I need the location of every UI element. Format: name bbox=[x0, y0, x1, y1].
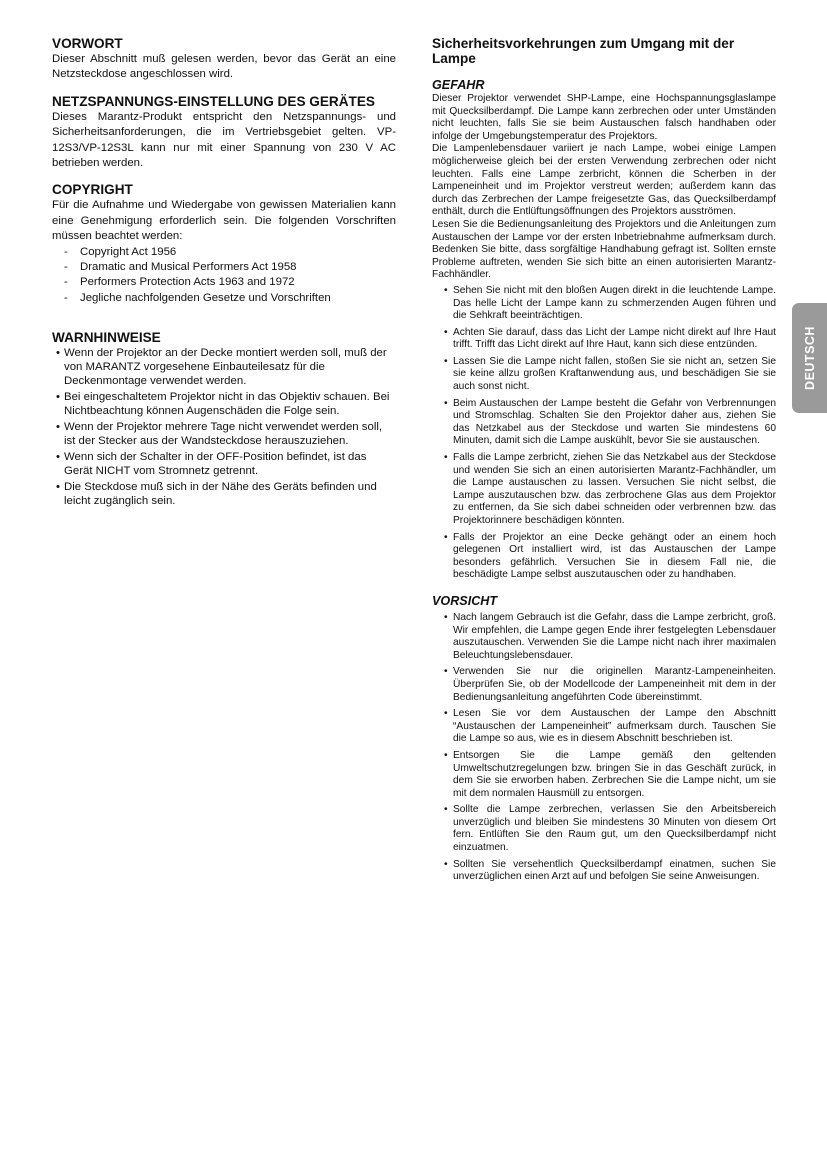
copyright-text: Für die Aufnahme und Wiedergabe von gewissen Materialien kann eine Genehmigung erforderlich sein. Die folgenden Vorschriften müssen beachtet werden: bbox=[52, 199, 396, 243]
list-item: - Dramatic and Musical Performers Act 1958 bbox=[64, 260, 396, 275]
list-item: • Achten Sie darauf, dass das Licht der Lampe nicht direkt auf Ihre Haut trifft. Trifft das Licht direkt auf Ihre Haut, kann sich diese entzünden. bbox=[444, 327, 776, 352]
section-warnhinweise bbox=[52, 330, 396, 508]
list-item: - Jegliche nachfolgenden Gesetze und Vorschriften bbox=[64, 291, 396, 306]
heading-warnhinweise: WARNHINWEISE bbox=[52, 330, 161, 346]
gefahr-paragraph: Die Lampenlebensdauer variiert je nach Lampe, wobei einige Lampen möglicherweise gleich bei der ersten Verwendung zerbrechen oder nicht leuchten. Falls eine Lampe zerbricht, können die Scherben in der Lampeneinheit und im Projektor verstreut werden; außerdem kann das durch das Zerbrechen der Lampe freigesetzte Gas, das Quecksilberdampf enthält, durch die Entlüftungsöffnungen des Projektors ausströmen. bbox=[432, 143, 776, 218]
list-item: • Nach langem Gebrauch ist die Gefahr, dass die Lampe zerbricht, groß. Wir empfehlen, die Lampe gegen Ende ihrer festgelegten Lebensdauer auszutauschen. Verwenden Sie die Lampe nicht nach ihrer maximalen Beleuchtungslebensdauer. bbox=[444, 612, 776, 662]
list-item: • Die Steckdose muß sich in der Nähe des Geräts befinden und leicht zugänglich sein. bbox=[56, 480, 396, 508]
list-item: • Falls die Lampe zerbricht, ziehen Sie das Netzkabel aus der Steckdose und wenden Sie sich an einen autorisierten Marantz-Fachhändler, um die Lampe austauschen zu lassen. Versuchen Sie nicht selbst, die Lampe auszutauschen bzw. das zerbrochene Glas aus dem Projektor zu entfernen, da Sie sich dabei schneiden oder verbrennen bzw. das Projektorinnere beschädigen könnten. bbox=[444, 452, 776, 528]
list-item: • Lesen Sie vor dem Austauschen der Lampe den Abschnitt “Austauschen der Lampeneinheit” aufmerksam durch. Tauschen Sie die Lampe so aus, wie es in diesem Abschnitt beschrieben ist. bbox=[444, 708, 776, 746]
list-item: • Wenn sich der Schalter in der OFF-Position befindet, ist das Gerät NICHT vom Stromnetz getrennt. bbox=[56, 450, 396, 478]
heading-vorwort: VORWORT bbox=[52, 36, 123, 51]
language-tab bbox=[792, 303, 827, 413]
section-vorwort bbox=[52, 36, 396, 83]
heading-netzspannung: NETZSPANNUNGS-EINSTELLUNG DES GERÄTES bbox=[52, 93, 375, 109]
list-item: • Bei eingeschaltetem Projektor nicht in das Objektiv schauen. Bei Nichtbeachtung können Augenschäden die Folge sein. bbox=[56, 390, 396, 418]
list-item: • Verwenden Sie nur die originellen Marantz-Lampeneinheiten. Überprüfen Sie, ob der Modellcode der Lampeneinheit mit dem in der Bedienungsanleitung angeführten Code übereinstimmt. bbox=[444, 666, 776, 704]
heading-gefahr: GEFAHR bbox=[432, 78, 485, 92]
section-vorsicht bbox=[432, 594, 776, 884]
vorsicht-list bbox=[432, 612, 776, 884]
warnhinweise-list bbox=[52, 346, 396, 508]
list-item: - Copyright Act 1956 bbox=[64, 245, 396, 260]
list-item: • Beim Austauschen der Lampe besteht die Gefahr von Verbrennungen und Stromschlag. Schalten Sie den Projektor daher aus, ziehen Sie das Netzkabel aus der Steckdose und warten Sie mindestens 60 Minuten, damit sich die Lampe auskühlt, bevor Sie sie austauschen. bbox=[444, 398, 776, 448]
list-item: • Wenn der Projektor mehrere Tage nicht verwendet werden soll, ist der Stecker aus der Wandsteckdose herauszuziehen. bbox=[56, 420, 396, 448]
list-item: • Falls der Projektor an eine Decke gehängt oder an einem hoch gelegenen Ort installiert wird, ist das Austauschen der Lampe besonders gefährlich. Versuchen Sie in diesem Fall nie, die beschädigte Lampe selbst auszutauschen oder zu handhaben. bbox=[444, 532, 776, 582]
left-column bbox=[52, 36, 396, 519]
list-item: • Wenn der Projektor an der Decke montiert werden soll, muß der von MARANTZ vorgesehene Einbauteilesatz für die Deckenmontage verwendet werden. bbox=[56, 346, 396, 388]
heading-lampe: Sicherheitsvorkehrungen zum Umgang mit der Lampe bbox=[432, 36, 735, 66]
list-item: • Entsorgen Sie die Lampe gemäß den geltenden Umweltschutzregelungen bzw. bringen Sie in das Geschäft zurück, in dem Sie sie erworben haben. Zerbrechen Sie die Lampe nicht, um sie mit dem normalen Hausmüll zu entsorgen. bbox=[444, 750, 776, 800]
heading-vorsicht: VORSICHT bbox=[432, 593, 498, 608]
gefahr-paragraph: Lesen Sie die Bedienungsanleitung des Projektors und die Anleitungen zum Austauschen der Lampe vor der ersten Inbetriebnahme aufmerksam durch. Bedenken Sie bitte, dass sorgfältige Handhabung gefragt ist. Sollten ernste Probleme auftreten, wenden Sie sich bitte an einen autorisierten Marantz-Fachhändler. bbox=[432, 218, 776, 281]
list-item: • Sollten Sie versehentlich Quecksilberdampf einatmen, suchen Sie unverzüglichen einen Arzt auf und befolgen Sie seine Anweisungen. bbox=[444, 859, 776, 884]
list-item: • Sollte die Lampe zerbrechen, verlassen Sie den Arbeitsbereich unverzüglich und bleiben Sie mindestens 30 Minuten von diesem Ort fern. Entlüften Sie den Raum gut, um den Quecksilberdampf nicht einzuatmen. bbox=[444, 804, 776, 854]
gefahr-list bbox=[432, 285, 776, 582]
list-item: • Lassen Sie die Lampe nicht fallen, stoßen Sie sie nicht an, setzen Sie sie keine allzu großen Kraftanwendung aus, und beschädigen Sie sie auch sonst nicht. bbox=[444, 356, 776, 394]
section-gefahr bbox=[432, 78, 776, 582]
right-column bbox=[432, 36, 776, 888]
netzspannung-text: Dieses Marantz-Produkt entspricht den Netzspannungs- und Sicherheitsanforderungen, die im Vertriebsgebiet gelten. VP-12S3/VP-12S3L kann nur mit einer Spannung von 230 V AC betrieben werden. bbox=[52, 110, 396, 170]
list-item: - Performers Protection Acts 1963 and 1972 bbox=[64, 275, 396, 290]
gefahr-paragraph: Dieser Projektor verwendet SHP-Lampe, eine Hochspannungsglaslampe mit Quecksilberdampf. Die Lampe kann zerbrechen oder unter Umständen nicht leuchten, falls Sie sie beim Austauschen falsch handhaben oder infolge der Umgebungstemperatur des Projektors. bbox=[432, 93, 776, 142]
copyright-list bbox=[52, 245, 396, 307]
heading-copyright: COPYRIGHT bbox=[52, 182, 133, 198]
section-copyright bbox=[52, 182, 396, 306]
list-item: • Sehen Sie nicht mit den bloßen Augen direkt in die leuchtende Lampe. Das helle Licht der Lampe kann zu schmerzenden Augen führen und die Sehkraft beeinträchtigen. bbox=[444, 285, 776, 323]
vorwort-text: Dieser Abschnitt muß gelesen werden, bevor das Gerät an eine Netzsteckdose angeschlossen wird. bbox=[52, 53, 396, 81]
section-netzspannung bbox=[52, 94, 396, 172]
language-tab-label: DEUTSCH bbox=[802, 326, 817, 390]
